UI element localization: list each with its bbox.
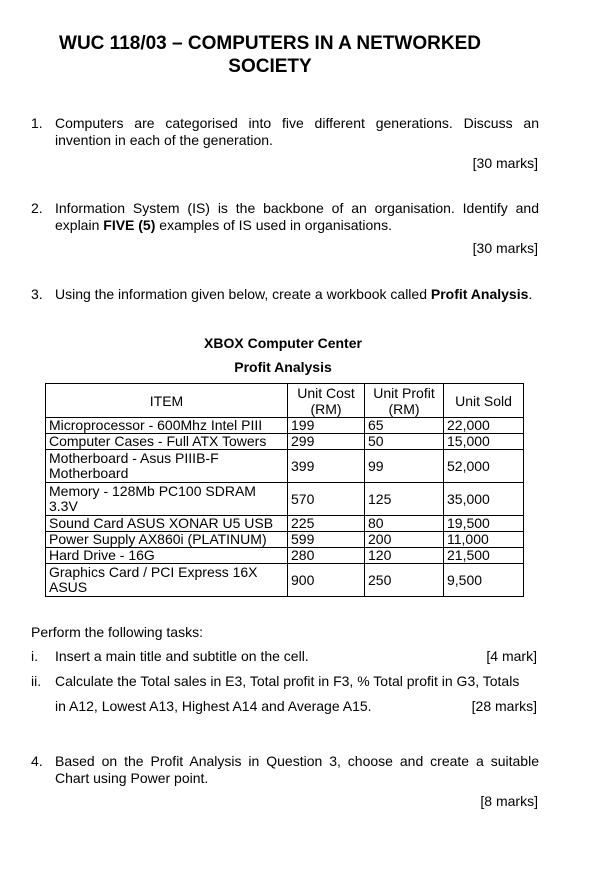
question-3-bold: Profit Analysis: [430, 286, 529, 302]
cell-item: Memory - 128Mb PC100 SDRAM 3.3V: [46, 483, 288, 516]
task-i-text: Insert a main title and subtitle on the cell.: [55, 648, 309, 664]
cell-item: Graphics Card / PCI Express 16X ASUS: [46, 564, 288, 597]
header-unit-cost: [288, 384, 365, 418]
cell-sold: 11,000: [444, 532, 524, 548]
cell-cost: 225: [288, 516, 365, 532]
question-3-text-part: Using the information given below, create a workbook called: [55, 286, 431, 302]
question-2-marks: [30 marks]: [472, 240, 538, 256]
question-3-number: 3.: [31, 286, 43, 302]
task-ii: [31, 669, 539, 719]
cell-cost: 299: [288, 434, 365, 450]
document-title: [0, 32, 540, 78]
cell-profit: 65: [365, 418, 444, 434]
cell-profit: 125: [365, 483, 444, 516]
table-row: [46, 516, 524, 532]
header-unit-profit: [365, 384, 444, 418]
title-line-1: WUC 118/03 – COMPUTERS IN A NETWORKED: [59, 33, 481, 54]
table-row: [46, 548, 524, 564]
question-4-marks: [8 marks]: [480, 793, 538, 809]
cell-profit: 120: [365, 548, 444, 564]
cell-sold: 19,500: [444, 516, 524, 532]
table-row: [46, 483, 524, 516]
profit-analysis-table: [45, 383, 524, 597]
task-ii-numeral: ii.: [31, 673, 42, 689]
question-2: [31, 200, 539, 233]
cell-item: Hard Drive - 16G: [46, 548, 288, 564]
table-header-row: [46, 384, 524, 418]
cell-item: Motherboard - Asus PIIIB-F Motherboard: [46, 450, 288, 483]
title-line-2: SOCIETY: [228, 56, 312, 77]
header-unit-cost-line1: Unit Cost: [297, 384, 355, 401]
header-unit-cost-line2: (RM): [310, 400, 342, 417]
question-3-text: [55, 286, 539, 303]
question-2-bold: FIVE (5): [103, 216, 156, 233]
table-row: [46, 564, 524, 597]
cell-item: Microprocessor - 600Mhz Intel PIII: [46, 418, 288, 434]
task-ii-line-1: Calculate the Total sales in E3, Total profit in F3, % Total profit in G3, Totals: [55, 673, 520, 689]
header-unit-profit-line2: (RM): [388, 400, 420, 417]
cell-cost: 199: [288, 418, 365, 434]
cell-cost: 570: [288, 483, 365, 516]
header-unit-sold: Unit Sold: [444, 384, 524, 418]
table-row: [46, 532, 524, 548]
cell-cost: 900: [288, 564, 365, 597]
cell-profit: 99: [365, 450, 444, 483]
question-4-text: Based on the Profit Analysis in Question 3, choose and create a suitable Chart using Power point.: [55, 753, 539, 786]
question-1-marks: [30 marks]: [472, 155, 538, 171]
table-row: [46, 450, 524, 483]
cell-sold: 15,000: [444, 434, 524, 450]
header-unit-profit-line1: Unit Profit: [373, 384, 435, 401]
cell-sold: 35,000: [444, 483, 524, 516]
task-ii-line-2: in A12, Lowest A13, Highest A14 and Average A15.: [55, 698, 372, 714]
task-i-marks: [4 mark]: [486, 648, 537, 664]
cell-sold: 21,500: [444, 548, 524, 564]
cell-sold: 9,500: [444, 564, 524, 597]
question-2-number: 2.: [31, 200, 43, 216]
task-i-numeral: i.: [31, 648, 38, 664]
tasks-intro: Perform the following tasks:: [31, 624, 203, 640]
cell-profit: 80: [365, 516, 444, 532]
header-item: ITEM: [46, 384, 288, 418]
cell-profit: 250: [365, 564, 444, 597]
question-2-text-part: Information System (IS) is the backbone of an organisation. Identify and explain: [55, 200, 539, 233]
question-1: [31, 115, 539, 148]
table-heading: XBOX Computer Center: [204, 335, 362, 351]
cell-profit: 200: [365, 532, 444, 548]
table-subheading: Profit Analysis: [234, 359, 332, 375]
task-i: [31, 644, 539, 669]
question-3-text-end: .: [528, 286, 533, 302]
cell-sold: 52,000: [444, 450, 524, 483]
cell-item: Sound Card ASUS XONAR U5 USB: [46, 516, 288, 532]
cell-cost: 399: [288, 450, 365, 483]
question-1-text: Computers are categorised into five different generations. Discuss an invention in each of the generation.: [55, 115, 539, 148]
table-row: [46, 418, 524, 434]
cell-item: Power Supply AX860i (PLATINUM): [46, 532, 288, 548]
question-1-number: 1.: [31, 115, 43, 131]
cell-item: Computer Cases - Full ATX Towers: [46, 434, 288, 450]
task-ii-marks: [28 marks]: [471, 698, 537, 714]
cell-profit: 50: [365, 434, 444, 450]
table-row: [46, 434, 524, 450]
question-3: [31, 286, 539, 303]
question-2-text: [55, 200, 539, 233]
question-2-text-end: examples of IS used in organisations.: [155, 216, 392, 233]
question-4: [31, 753, 539, 786]
cell-sold: 22,000: [444, 418, 524, 434]
cell-cost: 599: [288, 532, 365, 548]
cell-cost: 280: [288, 548, 365, 564]
question-4-number: 4.: [31, 753, 43, 769]
